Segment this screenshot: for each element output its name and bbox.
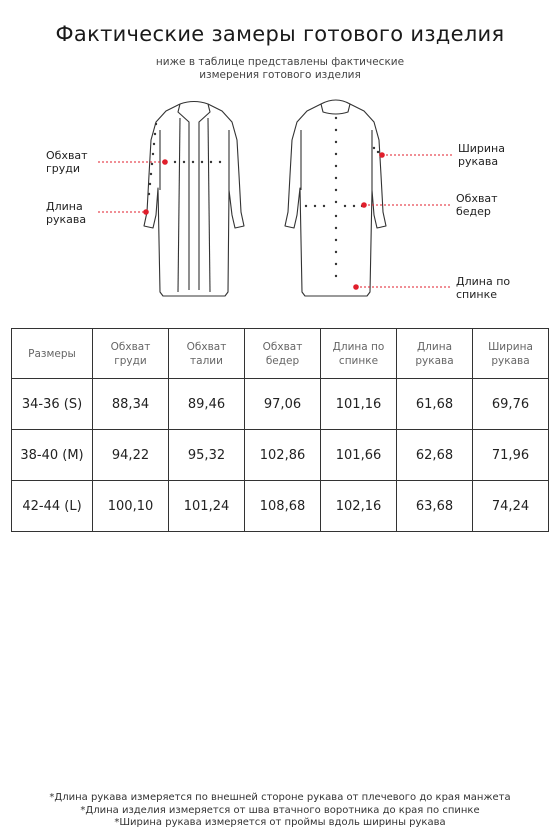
header-waist: Обхват талии <box>169 329 245 379</box>
table-cell: 101,66 <box>321 430 397 481</box>
table-cell: 71,96 <box>473 430 549 481</box>
table-cell: 88,34 <box>93 379 169 430</box>
table-cell: 42-44 (L) <box>12 481 93 532</box>
header-sleeve-length: Длина рукава <box>397 329 473 379</box>
measurement-diagram <box>0 95 560 310</box>
table-cell: 89,46 <box>169 379 245 430</box>
back-sleeve-seams <box>301 130 372 190</box>
table-cell: 74,24 <box>473 481 549 532</box>
table-row <box>12 379 549 430</box>
front-lapel-right <box>208 118 210 292</box>
table-cell: 102,16 <box>321 481 397 532</box>
sleeve-width-label: Ширина рукава <box>458 142 505 168</box>
header-back-length: Длина по спинке <box>321 329 397 379</box>
table-cell: 101,24 <box>169 481 245 532</box>
header-sleeve-width: Ширина рукава <box>473 329 549 379</box>
table-cell: 95,32 <box>169 430 245 481</box>
size-table <box>11 328 549 532</box>
header-chest: Обхват груди <box>93 329 169 379</box>
hips-marker <box>361 202 367 208</box>
table-cell: 34-36 (S) <box>12 379 93 430</box>
table-cell: 94,22 <box>93 430 169 481</box>
table-cell: 101,16 <box>321 379 397 430</box>
table-cell: 108,68 <box>245 481 321 532</box>
back-body-outline <box>285 104 386 296</box>
header-sizes: Размеры <box>12 329 93 379</box>
sleeve-length-label: Длина рукава <box>46 200 87 226</box>
table-header-row <box>12 329 549 379</box>
front-sleeve-seams <box>160 130 229 190</box>
table-cell: 38-40 (M) <box>12 430 93 481</box>
hips-label: Обхват бедер <box>456 192 498 218</box>
front-collar <box>178 102 210 291</box>
front-lapel-left <box>178 118 180 292</box>
header-hips: Обхват бедер <box>245 329 321 379</box>
table-cell: 100,10 <box>93 481 169 532</box>
chest-marker <box>162 159 168 165</box>
table-cell: 97,06 <box>245 379 321 430</box>
table-cell: 69,76 <box>473 379 549 430</box>
back-length-marker <box>353 284 359 290</box>
table-cell: 63,68 <box>397 481 473 532</box>
table-cell: 102,86 <box>245 430 321 481</box>
footnote: *Длина изделия измеряется от шва втачного воротника до края по спинке <box>80 804 480 816</box>
page-subtitle: ниже в таблице представлены фактические измерения готового изделия <box>155 56 405 81</box>
footnote: *Ширина рукава измеряется от проймы вдоль ширины рукава <box>114 817 446 828</box>
table-cell: 62,68 <box>397 430 473 481</box>
sleeve-width-marker <box>379 152 385 158</box>
table-cell: 61,68 <box>397 379 473 430</box>
back-length-label: Длина по спинке <box>456 275 511 301</box>
back-collar <box>321 100 350 114</box>
sleeve-length-marker <box>143 209 149 215</box>
page-title: Фактические замеры готового изделия <box>55 22 505 46</box>
footnotes <box>0 792 560 830</box>
table-row <box>12 430 549 481</box>
chest-label: Обхват груди <box>46 149 88 175</box>
footnote: *Длина рукава измеряется по внешней стороне рукава от плечевого до края манжета <box>49 792 511 803</box>
table-row <box>12 481 549 532</box>
